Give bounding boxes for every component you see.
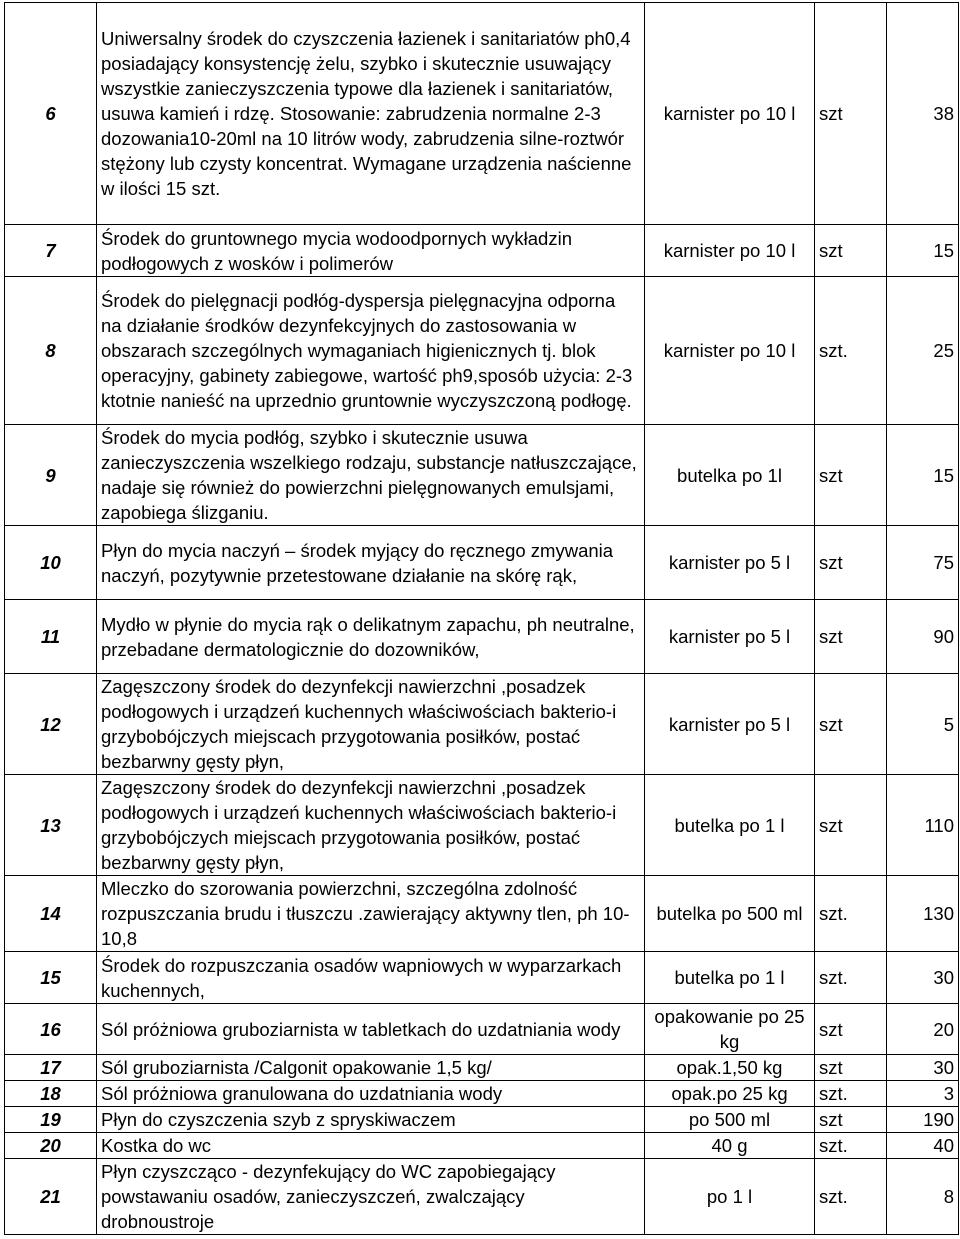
row-number: 21	[5, 1159, 97, 1235]
row-number: 14	[5, 876, 97, 952]
unit: szt	[815, 1004, 887, 1055]
packaging: opakowanie po 25 kg	[645, 1004, 815, 1055]
unit: szt	[815, 3, 887, 225]
quantity: 110	[887, 775, 959, 876]
quantity: 190	[887, 1107, 959, 1133]
quantity: 5	[887, 674, 959, 775]
product-description: Zagęszczony środek do dezynfekcji nawierzchni ,posadzek podłogowych i urządzeń kuchennych właściwościach bakterio-i grzybobójczych miejscach przygotowania posiłków, postać bezbarwny gęsty płyn,	[97, 674, 645, 775]
product-description: Środek do rozpuszczania osadów wapniowych w wyparzarkach kuchennych,	[97, 952, 645, 1004]
row-number: 10	[5, 526, 97, 600]
table-row	[5, 1004, 959, 1055]
packaging: karnister po 5 l	[645, 674, 815, 775]
row-number: 12	[5, 674, 97, 775]
table-row	[5, 775, 959, 876]
unit: szt.	[815, 1133, 887, 1159]
table-row	[5, 600, 959, 674]
table-row	[5, 1133, 959, 1159]
quantity: 8	[887, 1159, 959, 1235]
quantity: 15	[887, 425, 959, 526]
row-number: 15	[5, 952, 97, 1004]
row-number: 18	[5, 1081, 97, 1107]
unit: szt	[815, 674, 887, 775]
table-row	[5, 3, 959, 225]
table-body	[5, 3, 959, 1235]
unit: szt	[815, 1107, 887, 1133]
table-row	[5, 225, 959, 277]
quantity: 25	[887, 277, 959, 425]
table-row	[5, 526, 959, 600]
packaging: karnister po 10 l	[645, 225, 815, 277]
packaging: butelka po 1l	[645, 425, 815, 526]
unit: szt.	[815, 277, 887, 425]
unit: szt	[815, 225, 887, 277]
product-description: Kostka do wc	[97, 1133, 645, 1159]
product-description: Sól gruboziarnista /Calgonit opakowanie 1,5 kg/	[97, 1055, 645, 1081]
product-description: Płyn czyszcząco - dezynfekujący do WC zapobiegający powstawaniu osadów, zanieczyszczeń, zwalczający drobnoustroje	[97, 1159, 645, 1235]
unit: szt	[815, 1055, 887, 1081]
product-description: Środek do pielęgnacji podłóg-dyspersja pielęgnacyjna odporna na działanie środków dezynfekcyjnych do zastosowania w obszarach szczególnych wymaganiach higienicznych tj. blok operacyjny, gabinety zabiegowe, wartość ph9,sposób użycia: 2-3 ktotnie nanieść na uprzednio gruntownie wyczyszczoną podłogę.	[97, 277, 645, 425]
product-description: Płyn do mycia naczyń – środek myjący do ręcznego zmywania naczyń, pozytywnie przetestowane działanie na skórę rąk,	[97, 526, 645, 600]
table-row	[5, 952, 959, 1004]
packaging: karnister po 10 l	[645, 277, 815, 425]
row-number: 17	[5, 1055, 97, 1081]
row-number: 16	[5, 1004, 97, 1055]
table-row	[5, 1081, 959, 1107]
packaging: karnister po 10 l	[645, 3, 815, 225]
table-row	[5, 876, 959, 952]
packaging: po 1 l	[645, 1159, 815, 1235]
quantity: 30	[887, 1055, 959, 1081]
packaging: butelka po 500 ml	[645, 876, 815, 952]
product-description: Uniwersalny środek do czyszczenia łazienek i sanitariatów ph0,4 posiadający konsystencję żelu, szybko i skutecznie usuwający wszystkie zanieczyszczenia typowe dla łazienek i sanitariatów, usuwa kamień i rdzę. Stosowanie: zabrudzenia normalne 2-3 dozowania10-20ml na 10 litrów wody, zabrudzenia silne-roztwór stężony lub czysty koncentrat. Wymagane urządzenia naścienne w ilości 15 szt.	[97, 3, 645, 225]
unit: szt	[815, 775, 887, 876]
packaging: po 500 ml	[645, 1107, 815, 1133]
table-row	[5, 1159, 959, 1235]
quantity: 38	[887, 3, 959, 225]
unit: szt	[815, 600, 887, 674]
table-row	[5, 674, 959, 775]
packaging: 40 g	[645, 1133, 815, 1159]
unit: szt.	[815, 876, 887, 952]
quantity: 75	[887, 526, 959, 600]
unit: szt.	[815, 1081, 887, 1107]
quantity: 30	[887, 952, 959, 1004]
unit: szt.	[815, 1159, 887, 1235]
unit: szt.	[815, 952, 887, 1004]
table-row	[5, 1055, 959, 1081]
product-description: Mleczko do szorowania powierzchni, szczególna zdolność rozpuszczania brudu i tłuszczu .zawierający aktywny tlen, ph 10-10,8	[97, 876, 645, 952]
row-number: 13	[5, 775, 97, 876]
packaging: opak.1,50 kg	[645, 1055, 815, 1081]
product-description: Płyn do czyszczenia szyb z spryskiwaczem	[97, 1107, 645, 1133]
quantity: 40	[887, 1133, 959, 1159]
product-description: Zagęszczony środek do dezynfekcji nawierzchni ,posadzek podłogowych i urządzeń kuchennych właściwościach bakterio-i grzybobójczych miejscach przygotowania posiłków, postać bezbarwny gęsty płyn,	[97, 775, 645, 876]
product-description: Środek do mycia podłóg, szybko i skutecznie usuwa zanieczyszczenia wszelkiego rodzaju, substancje natłuszczające, nadaje się również do powierzchni pielęgnowanych emulsjami, zapobiega ślizganiu.	[97, 425, 645, 526]
unit: szt	[815, 425, 887, 526]
packaging: butelka po 1 l	[645, 952, 815, 1004]
row-number: 8	[5, 277, 97, 425]
table-row	[5, 425, 959, 526]
quantity: 130	[887, 876, 959, 952]
row-number: 9	[5, 425, 97, 526]
quantity: 15	[887, 225, 959, 277]
product-description: Sól próżniowa granulowana do uzdatniania wody	[97, 1081, 645, 1107]
packaging: karnister po 5 l	[645, 600, 815, 674]
product-description: Mydło w płynie do mycia rąk o delikatnym zapachu, ph neutralne, przebadane dermatologicznie do dozowników,	[97, 600, 645, 674]
packaging: butelka po 1 l	[645, 775, 815, 876]
packaging: karnister po 5 l	[645, 526, 815, 600]
row-number: 6	[5, 3, 97, 225]
table-row	[5, 277, 959, 425]
quantity: 20	[887, 1004, 959, 1055]
row-number: 19	[5, 1107, 97, 1133]
row-number: 11	[5, 600, 97, 674]
product-table	[4, 2, 959, 1235]
product-description: Sól próżniowa gruboziarnista w tabletkach do uzdatniania wody	[97, 1004, 645, 1055]
unit: szt	[815, 526, 887, 600]
row-number: 20	[5, 1133, 97, 1159]
product-description: Środek do gruntownego mycia wodoodpornych wykładzin podłogowych z wosków i polimerów	[97, 225, 645, 277]
quantity: 90	[887, 600, 959, 674]
table-row	[5, 1107, 959, 1133]
row-number: 7	[5, 225, 97, 277]
packaging: opak.po 25 kg	[645, 1081, 815, 1107]
quantity: 3	[887, 1081, 959, 1107]
